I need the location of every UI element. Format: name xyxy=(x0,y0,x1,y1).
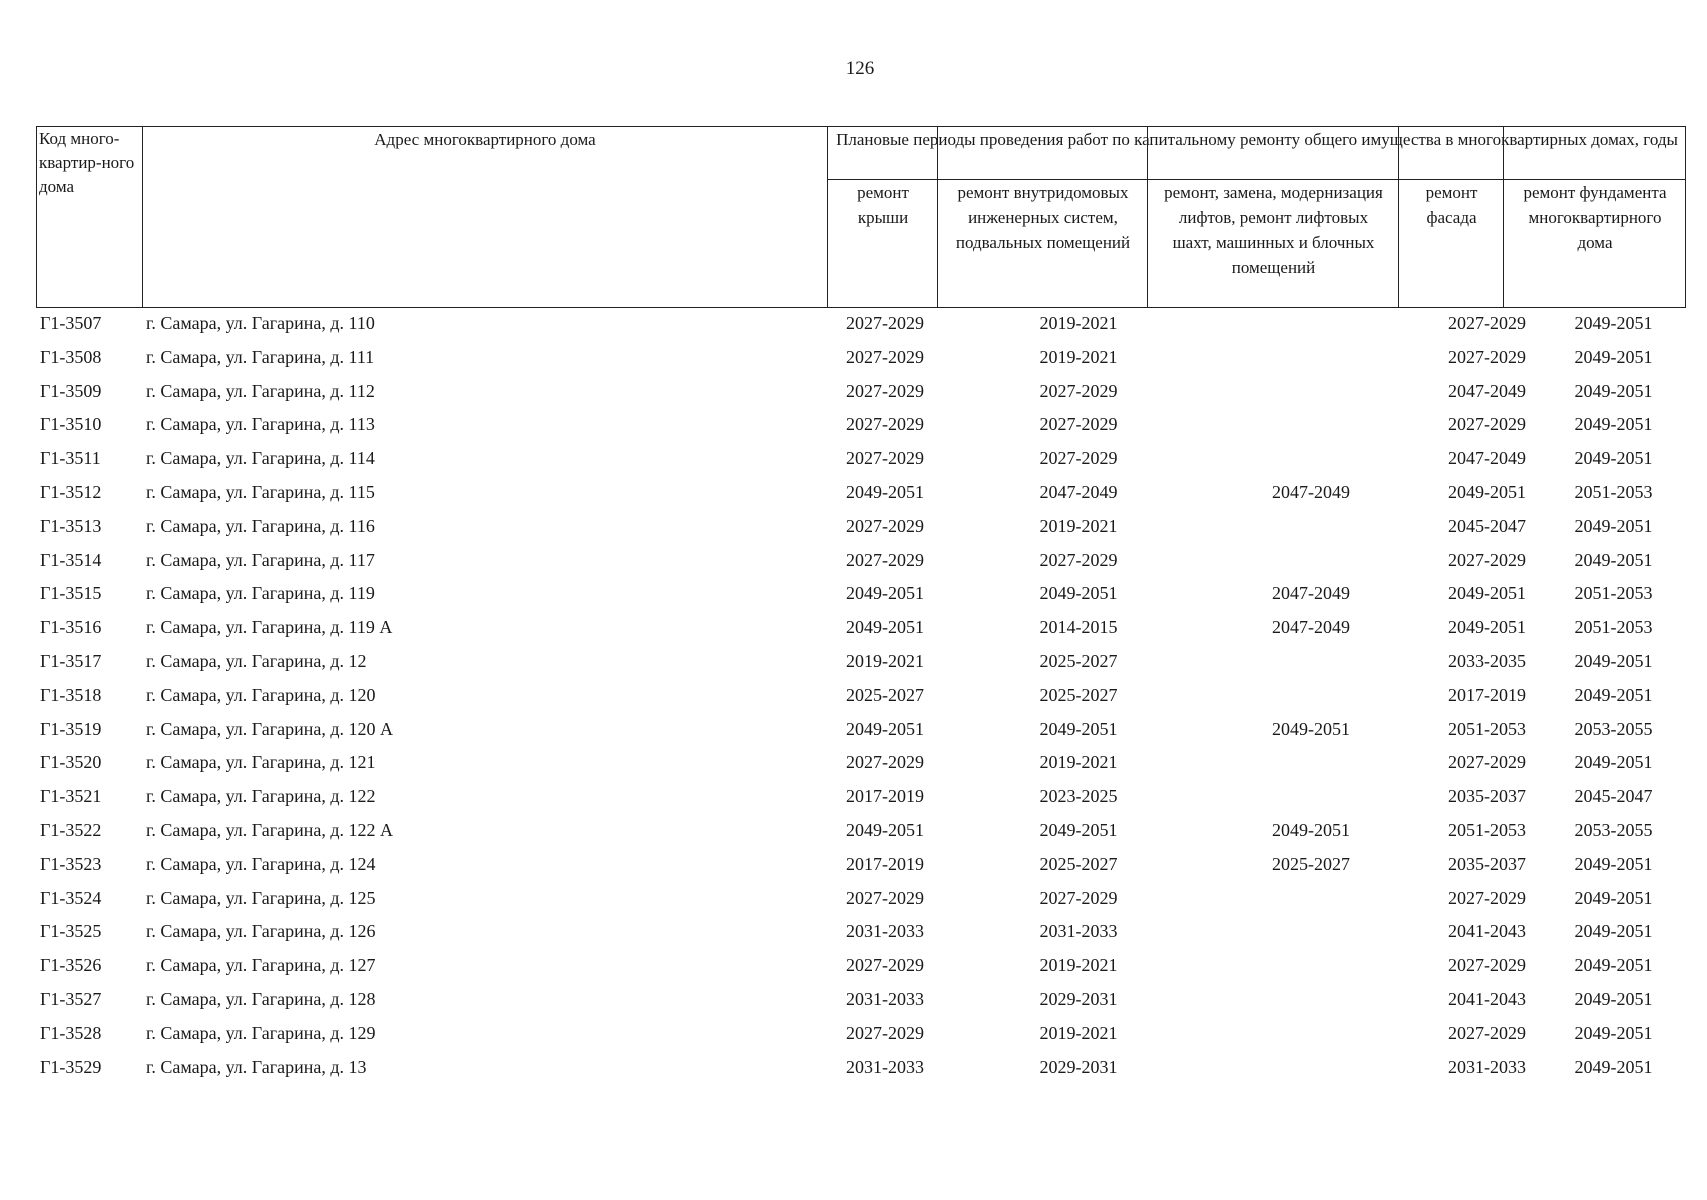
cell-address: г. Самара, ул. Гагарина, д. 113 xyxy=(146,414,375,435)
cell-foundation: 2049-2051 xyxy=(1574,684,1653,705)
cell-address: г. Самара, ул. Гагарина, д. 124 xyxy=(146,853,376,874)
table-row xyxy=(36,714,1686,748)
column-divider xyxy=(1147,127,1148,307)
cell-roof: 2017-2019 xyxy=(846,853,924,874)
table-row xyxy=(36,781,1686,815)
table-row xyxy=(36,815,1686,849)
cell-address: г. Самара, ул. Гагарина, д. 117 xyxy=(146,549,375,570)
cell-foundation: 2049-2051 xyxy=(1574,549,1653,570)
cell-code: Г1-3516 xyxy=(40,617,102,638)
cell-roof: 2049-2051 xyxy=(846,617,924,638)
cell-facade: 2027-2029 xyxy=(1448,549,1526,570)
cell-engineering: 2014-2015 xyxy=(1039,617,1118,638)
cell-code: Г1-3529 xyxy=(40,1056,102,1077)
cell-address: г. Самара, ул. Гагарина, д. 110 xyxy=(146,313,375,333)
column-divider xyxy=(142,127,143,307)
table-row xyxy=(36,545,1686,579)
cell-address: г. Самара, ул. Гагарина, д. 120 xyxy=(146,684,376,705)
header-engineering: ремонт внутридомовых инженерных систем, подвальных помещений xyxy=(955,183,1131,252)
page-number: 126 xyxy=(845,58,875,79)
header-roof: ремонт крыши xyxy=(857,183,909,227)
cell-foundation: 2049-2051 xyxy=(1574,921,1653,942)
cell-facade: 2051-2053 xyxy=(1448,718,1526,739)
header-foundation: ремонт фундамента многоквартирного дома xyxy=(1523,183,1667,252)
cell-code: Г1-3527 xyxy=(40,989,102,1009)
cell-address: г. Самара, ул. Гагарина, д. 112 xyxy=(146,380,375,401)
cell-address: г. Самара, ул. Гагарина, д. 12 xyxy=(146,651,367,671)
cell-facade: 2051-2053 xyxy=(1448,820,1526,840)
cell-roof: 2049-2051 xyxy=(846,482,924,502)
cell-code: Г1-3523 xyxy=(40,853,102,874)
header-code: Код много-квартир-ного дома xyxy=(39,129,135,196)
cell-foundation: 2051-2053 xyxy=(1574,482,1653,502)
cell-address: г. Самара, ул. Гагарина, д. 127 xyxy=(146,955,376,976)
cell-engineering: 2019-2021 xyxy=(1039,752,1118,773)
cell-facade: 2027-2029 xyxy=(1448,414,1526,435)
cell-address: г. Самара, ул. Гагарина, д. 126 xyxy=(146,921,376,942)
cell-roof: 2027-2029 xyxy=(846,549,924,570)
cell-facade: 2017-2019 xyxy=(1448,684,1526,705)
cell-foundation: 2049-2051 xyxy=(1574,1056,1653,1077)
cell-foundation: 2051-2053 xyxy=(1574,617,1653,638)
table-row xyxy=(36,477,1686,511)
cell-lifts: 2047-2049 xyxy=(1272,583,1350,604)
cell-address: г. Самара, ул. Гагарина, д. 114 xyxy=(146,448,375,469)
cell-engineering: 2027-2029 xyxy=(1039,448,1118,469)
header-periods-group: Плановые периоды проведения работ по капитальному ремонту общего имущества в многоквартирных домах, годы xyxy=(836,130,1678,149)
cell-foundation: 2049-2051 xyxy=(1574,853,1653,874)
cell-roof: 2025-2027 xyxy=(846,684,924,705)
cell-code: Г1-3514 xyxy=(40,549,102,570)
cell-roof: 2027-2029 xyxy=(846,380,924,401)
cell-roof: 2049-2051 xyxy=(846,583,924,604)
cell-engineering: 2049-2051 xyxy=(1039,718,1118,739)
cell-engineering: 2027-2029 xyxy=(1039,887,1118,908)
cell-address: г. Самара, ул. Гагарина, д. 115 xyxy=(146,482,375,502)
cell-code: Г1-3515 xyxy=(40,583,102,604)
cell-code: Г1-3511 xyxy=(40,448,101,469)
cell-facade: 2027-2029 xyxy=(1448,313,1526,333)
cell-facade: 2027-2029 xyxy=(1448,955,1526,976)
cell-foundation: 2049-2051 xyxy=(1574,380,1653,401)
cell-code: Г1-3519 xyxy=(40,718,102,739)
cell-code: Г1-3521 xyxy=(40,786,102,807)
cell-roof: 2027-2029 xyxy=(846,414,924,435)
cell-lifts: 2049-2051 xyxy=(1272,820,1350,840)
cell-engineering: 2019-2021 xyxy=(1039,313,1118,333)
cell-code: Г1-3525 xyxy=(40,921,102,942)
cell-foundation: 2049-2051 xyxy=(1574,414,1653,435)
cell-code: Г1-3520 xyxy=(40,752,102,773)
cell-address: г. Самара, ул. Гагарина, д. 111 xyxy=(146,346,375,367)
cell-engineering: 2049-2051 xyxy=(1039,583,1118,604)
cell-facade: 2047-2049 xyxy=(1448,380,1526,401)
table-row xyxy=(36,578,1686,612)
cell-roof: 2027-2029 xyxy=(846,515,924,536)
cell-engineering: 2029-2031 xyxy=(1039,1056,1118,1077)
cell-roof: 2017-2019 xyxy=(846,786,924,807)
cell-facade: 2049-2051 xyxy=(1448,583,1526,604)
cell-engineering: 2025-2027 xyxy=(1039,684,1118,705)
cell-lifts: 2047-2049 xyxy=(1272,482,1350,502)
cell-facade: 2049-2051 xyxy=(1448,482,1526,502)
cell-address: г. Самара, ул. Гагарина, д. 13 xyxy=(146,1056,367,1077)
table-row xyxy=(36,646,1686,680)
cell-code: Г1-3510 xyxy=(40,414,102,435)
cell-lifts: 2049-2051 xyxy=(1272,718,1350,739)
cell-facade: 2035-2037 xyxy=(1448,853,1526,874)
cell-foundation: 2049-2051 xyxy=(1574,313,1653,333)
cell-roof: 2027-2029 xyxy=(846,448,924,469)
cell-code: Г1-3528 xyxy=(40,1022,102,1043)
cell-address: г. Самара, ул. Гагарина, д. 128 xyxy=(146,989,376,1009)
cell-engineering: 2023-2025 xyxy=(1039,786,1118,807)
cell-facade: 2045-2047 xyxy=(1448,515,1526,536)
cell-engineering: 2019-2021 xyxy=(1039,515,1118,536)
table-row xyxy=(36,342,1686,376)
cell-foundation: 2049-2051 xyxy=(1574,752,1653,773)
cell-code: Г1-3508 xyxy=(40,346,102,367)
cell-foundation: 2051-2053 xyxy=(1574,583,1653,604)
cell-foundation: 2053-2055 xyxy=(1574,820,1653,840)
table-row xyxy=(36,950,1686,984)
cell-code: Г1-3526 xyxy=(40,955,102,976)
cell-facade: 2041-2043 xyxy=(1448,921,1526,942)
cell-foundation: 2049-2051 xyxy=(1574,346,1653,367)
cell-address: г. Самара, ул. Гагарина, д. 119 xyxy=(146,583,375,604)
cell-code: Г1-3517 xyxy=(40,651,102,671)
cell-facade: 2027-2029 xyxy=(1448,1022,1526,1043)
cell-lifts: 2047-2049 xyxy=(1272,617,1350,638)
column-divider xyxy=(1398,127,1399,307)
cell-roof: 2031-2033 xyxy=(846,921,924,942)
cell-roof: 2031-2033 xyxy=(846,989,924,1009)
table-row xyxy=(36,1052,1686,1086)
cell-roof: 2031-2033 xyxy=(846,1056,924,1077)
cell-roof: 2049-2051 xyxy=(846,718,924,739)
cell-facade: 2035-2037 xyxy=(1448,786,1526,807)
cell-engineering: 2019-2021 xyxy=(1039,1022,1118,1043)
cell-engineering: 2029-2031 xyxy=(1039,989,1118,1009)
cell-engineering: 2031-2033 xyxy=(1039,921,1118,942)
table-row xyxy=(36,984,1686,1018)
table-row xyxy=(36,409,1686,443)
cell-facade: 2047-2049 xyxy=(1448,448,1526,469)
cell-engineering: 2019-2021 xyxy=(1039,955,1118,976)
table-row xyxy=(36,680,1686,714)
cell-foundation: 2049-2051 xyxy=(1574,955,1653,976)
header-lifts: ремонт, замена, модернизация лифтов, ремонт лифтовых шахт, машинных и блочных помещений xyxy=(1164,183,1383,277)
cell-code: Г1-3518 xyxy=(40,684,102,705)
cell-roof: 2049-2051 xyxy=(846,820,924,840)
table-header xyxy=(36,126,1686,308)
cell-facade: 2049-2051 xyxy=(1448,617,1526,638)
cell-engineering: 2047-2049 xyxy=(1039,482,1118,502)
cell-code: Г1-3507 xyxy=(40,313,102,333)
cell-engineering: 2019-2021 xyxy=(1039,346,1118,367)
cell-facade: 2033-2035 xyxy=(1448,651,1526,671)
table-row xyxy=(36,883,1686,917)
cell-foundation: 2053-2055 xyxy=(1574,718,1653,739)
cell-facade: 2027-2029 xyxy=(1448,752,1526,773)
cell-address: г. Самара, ул. Гагарина, д. 125 xyxy=(146,887,376,908)
cell-code: Г1-3524 xyxy=(40,887,102,908)
cell-foundation: 2049-2051 xyxy=(1574,1022,1653,1043)
table-row xyxy=(36,443,1686,477)
cell-code: Г1-3522 xyxy=(40,820,102,840)
cell-address: г. Самара, ул. Гагарина, д. 129 xyxy=(146,1022,376,1043)
cell-engineering: 2025-2027 xyxy=(1039,853,1118,874)
cell-facade: 2041-2043 xyxy=(1448,989,1526,1009)
cell-roof: 2027-2029 xyxy=(846,752,924,773)
cell-engineering: 2027-2029 xyxy=(1039,380,1118,401)
table-row xyxy=(36,612,1686,646)
cell-engineering: 2027-2029 xyxy=(1039,549,1118,570)
cell-foundation: 2049-2051 xyxy=(1574,887,1653,908)
cell-facade: 2027-2029 xyxy=(1448,887,1526,908)
cell-code: Г1-3512 xyxy=(40,482,102,502)
cell-roof: 2027-2029 xyxy=(846,955,924,976)
cell-foundation: 2049-2051 xyxy=(1574,989,1653,1009)
cell-foundation: 2049-2051 xyxy=(1574,448,1653,469)
table-row xyxy=(36,308,1686,342)
cell-roof: 2027-2029 xyxy=(846,1022,924,1043)
cell-address: г. Самара, ул. Гагарина, д. 122 А xyxy=(146,820,394,840)
column-divider xyxy=(1503,127,1504,307)
cell-code: Г1-3509 xyxy=(40,380,102,401)
cell-code: Г1-3513 xyxy=(40,515,102,536)
cell-address: г. Самара, ул. Гагарина, д. 119 А xyxy=(146,617,393,638)
cell-foundation: 2049-2051 xyxy=(1574,651,1653,671)
table-row xyxy=(36,916,1686,950)
cell-facade: 2031-2033 xyxy=(1448,1056,1526,1077)
cell-engineering: 2049-2051 xyxy=(1039,820,1118,840)
cell-roof: 2027-2029 xyxy=(846,887,924,908)
column-divider xyxy=(937,127,938,307)
table-row xyxy=(36,1018,1686,1052)
table-row xyxy=(36,511,1686,545)
header-address: Адрес многоквартирного дома xyxy=(374,130,596,149)
cell-address: г. Самара, ул. Гагарина, д. 121 xyxy=(146,752,376,773)
table-row xyxy=(36,849,1686,883)
table-row xyxy=(36,376,1686,410)
table-row xyxy=(36,747,1686,781)
cell-roof: 2019-2021 xyxy=(846,651,924,671)
cell-engineering: 2025-2027 xyxy=(1039,651,1118,671)
cell-address: г. Самара, ул. Гагарина, д. 116 xyxy=(146,515,375,536)
cell-roof: 2027-2029 xyxy=(846,346,924,367)
column-divider xyxy=(827,127,828,307)
header-facade: ремонт фасада xyxy=(1425,183,1478,227)
cell-foundation: 2049-2051 xyxy=(1574,515,1653,536)
cell-roof: 2027-2029 xyxy=(846,313,924,333)
cell-lifts: 2025-2027 xyxy=(1272,853,1350,874)
cell-address: г. Самара, ул. Гагарина, д. 120 А xyxy=(146,718,394,739)
cell-address: г. Самара, ул. Гагарина, д. 122 xyxy=(146,786,376,807)
cell-foundation: 2045-2047 xyxy=(1574,786,1653,807)
cell-facade: 2027-2029 xyxy=(1448,346,1526,367)
cell-engineering: 2027-2029 xyxy=(1039,414,1118,435)
